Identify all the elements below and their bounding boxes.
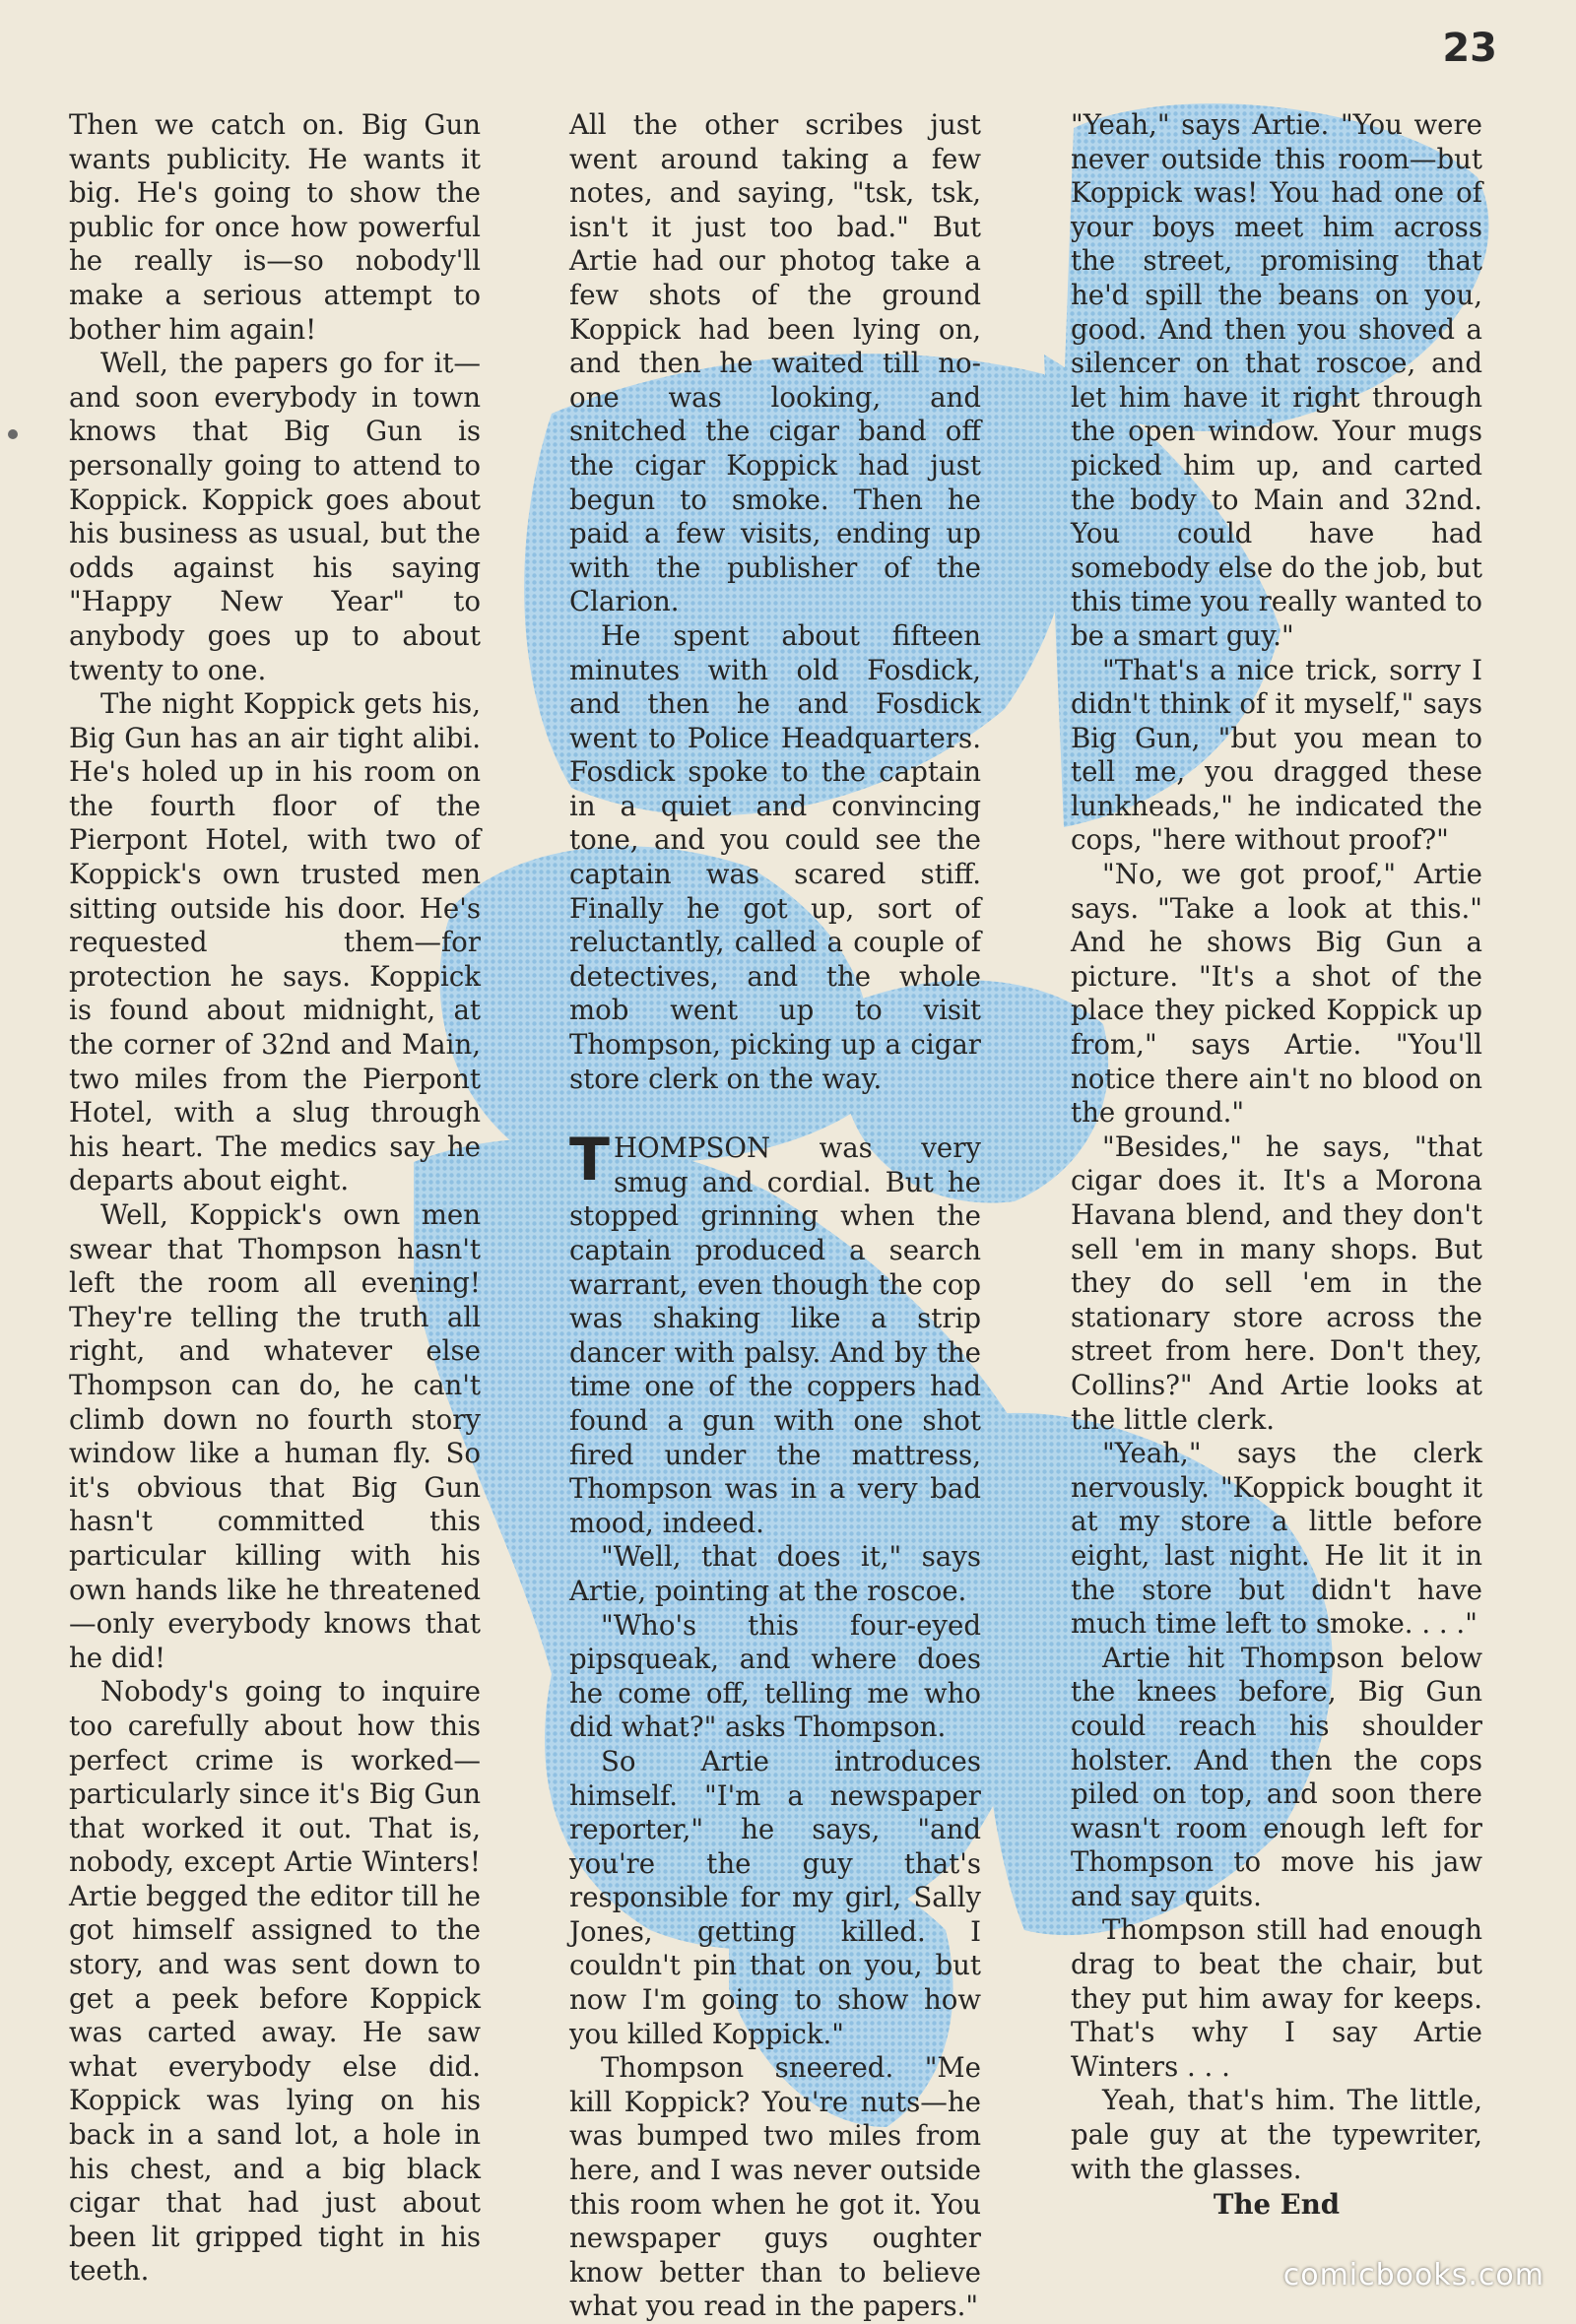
paragraph: "No, we got proof," Artie says. "Take a look at this." And he shows Big Gun a picture. "It's a shot of the place they picked Koppick up from," says Artie. "You'll notice there ain't no blood on the ground."	[1071, 858, 1482, 1130]
paragraph: "Yeah," says Artie. "You were never outside this room—but Koppick was! You had one of your boys meet him across the street, promising that he'd spill the beans on you, good. And then you shoved a silencer on that roscoe, and let him have it right through the open window. Your mugs picked him up, and carted the body to Main and 32nd. You could have had somebody else do the job, but this time you really wanted to be a smart guy."	[1071, 108, 1482, 652]
paragraph: "Who's this four-eyed pipsqueak, and where does he come off, telling me who did what?" asks Thompson.	[569, 1608, 981, 1744]
paragraph: Nobody's going to inquire too carefully about how this perfect crime is worked—particularly since it's Big Gun that worked it out. That is, nobody, except Artie Winters! Artie begged the editor till he got himself assigned to the story, and was sent down to get a peek before Koppick was carted away. He saw what everybody else did. Koppick was lying on his back in a sand lot, a hole in his chest, and a big black cigar that had just about been lit gripped tight in his teeth.	[69, 1675, 481, 2288]
paragraph: Artie hit Thompson below the knees before, Big Gun could reach his shoulder holster. And then the cops piled on top, and soon there wasn't room enough left for Thompson to move his jaw and say quits.	[1071, 1641, 1482, 1912]
drop-cap: T	[569, 1126, 610, 1195]
paragraph: Well, the papers go for it—and soon everybody in town knows that Big Gun is personally going to attend to Koppick. Koppick goes about his business as usual, but the odds against his saying "Happy New Year" to anybody goes up to about twenty to one.	[69, 347, 481, 686]
paragraph-text: HOMPSON was very smug and cordial. But he stopped grinning when the captain produced a search warrant, even though the cop was shaking like a strip dancer with palsy. And by the time one of the coppers had found a gun with one shot fired under the mattress, Thompson was in a very bad mood, indeed.	[569, 1131, 981, 1539]
paragraph: So Artie introduces himself. "I'm a newspaper reporter," he says, "and you're the guy that's responsible for my girl, Sally Jones, getting killed. I couldn't pin that on you, but now I'm going to show how you killed Koppick."	[569, 1744, 981, 2050]
paragraph: Yeah, that's him. The little, pale guy at the typewriter, with the glasses.	[1071, 2084, 1482, 2185]
source-watermark: comicbooks.com	[1282, 2258, 1544, 2292]
text-column-3	[1071, 108, 1482, 2226]
paragraph: "That's a nice trick, sorry I didn't think of it myself," says Big Gun, "but you mean to tell me, you dragged these lunkheads," he indicated the cops, "here without proof?"	[1071, 653, 1482, 857]
paragraph: "Well, that does it," says Artie, pointing at the roscoe.	[569, 1540, 981, 1607]
paragraph: Then we catch on. Big Gun wants publicity. He wants it big. He's going to show the public for once how powerful he really is—so nobody'll make a serious attempt to bother him again!	[69, 108, 481, 346]
paragraph: All the other scribes just went around taking a few notes, and saying, "tsk, tsk, isn't it just too bad." But Artie had our photog take a few shots of the ground Koppick had been lying on, and then he waited till no-one was looking, and snitched the cigar band off the cigar Koppick had just begun to smoke. Then he paid a few visits, ending up with the publisher of the Clarion.	[569, 108, 981, 618]
paragraph: Thompson sneered. "Me kill Koppick? You're nuts—he was bumped two miles from here, and I was never outside this room when he got it. You newspaper guys oughter know better than to believe what you read in the papers."	[569, 2051, 981, 2323]
the-end-label: The End	[1213, 2188, 1341, 2222]
binding-hole-mark	[8, 429, 18, 439]
paragraph: He spent about fifteen minutes with old Fosdick, and then he and Fosdick went to Police Headquarters. Fosdick spoke to the captain in a quiet and convincing tone, and you could see the captain was scared stiff. Finally he got up, sort of reluctantly, called a couple of detectives, and the whole mob went up to visit Thompson, picking up a cigar store clerk on the way.	[569, 618, 981, 1095]
paragraph-with-dropcap	[569, 1126, 981, 1540]
paragraph: "Yeah," says the clerk nervously. "Koppick bought it at my store a little before eight, last night. He lit it in the store but didn't have much time left to smoke. . . ."	[1071, 1437, 1482, 1641]
page-number: 23	[1442, 26, 1497, 71]
text-column-1	[69, 108, 481, 2288]
paragraph: "Besides," he says, "that cigar does it. It's a Morona Havana blend, and they don't sell 'em in many shops. But they do sell 'em in the stationary store across the street from here. Don't they, Collins?" And Artie looks at the little clerk.	[1071, 1130, 1482, 1436]
text-column-2	[569, 108, 981, 2323]
paragraph: Thompson still had enough drag to beat the chair, but they put him away for keeps. That's why I say Artie Winters . . .	[1071, 1913, 1482, 2083]
paragraph: Well, Koppick's own men swear that Thompson hasn't left the room all evening! They're telling the truth all right, and whatever else Thompson can do, he can't climb down no fourth story window like a human fly. So it's obvious that Big Gun hasn't committed this particular killing with his own hands like he threatened—only everybody knows that he did!	[69, 1198, 481, 1674]
paragraph: The night Koppick gets his, Big Gun has an air tight alibi. He's holed up in his room on the fourth floor of the Pierpont Hotel, with two of Koppick's own trusted men sitting outside his door. He's requested them—for protection he says. Koppick is found about midnight, at the corner of 32nd and Main, two miles from the Pierpont Hotel, with a slug through his heart. The medics say he departs about eight.	[69, 687, 481, 1197]
